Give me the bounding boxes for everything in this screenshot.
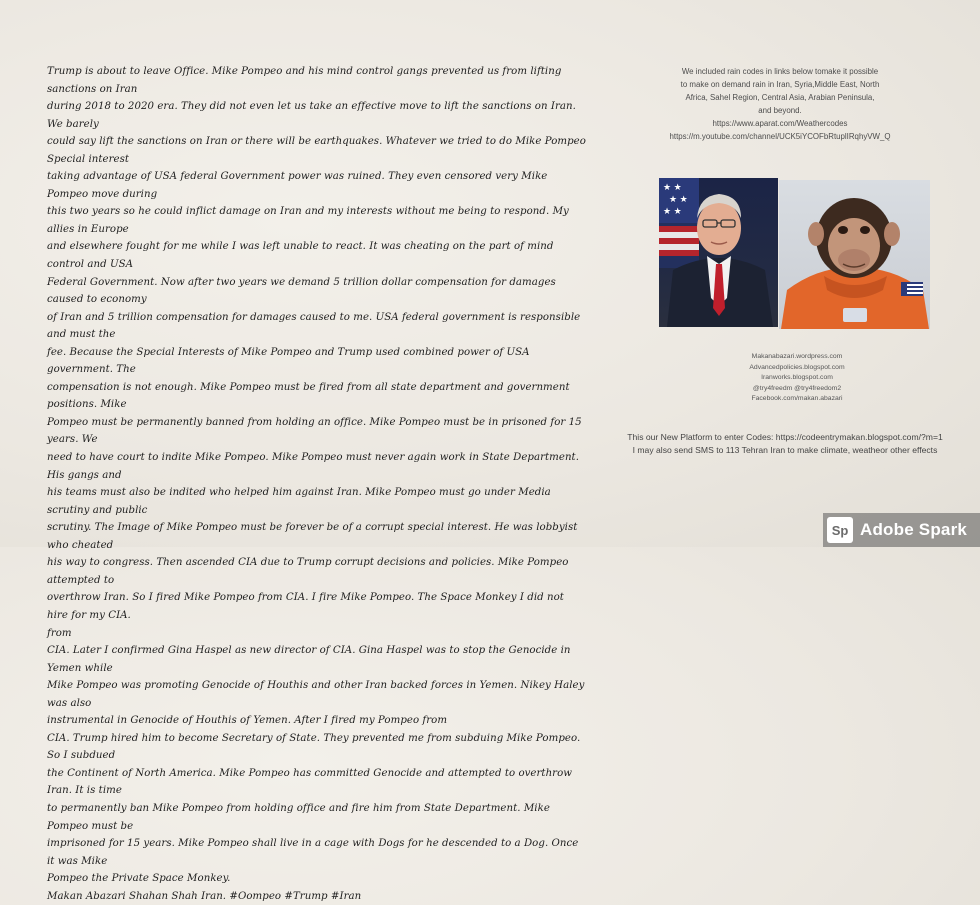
- text-line: Federal Government. Now after two years we demand 5 trillion dollar compensation for damages caused to economy: [47, 276, 556, 306]
- text-line: his teams must also be indited who helped him against Iran. Mike Pompeo must go under Media scrutiny and public: [47, 487, 551, 516]
- info-line: We included rain codes in links below tomake it possible: [681, 67, 879, 76]
- text-line: instrumental in Genocide of Houthis of Yemen. After I fired my Pompeo from: [47, 715, 448, 727]
- text-line: Mike Pompeo was promoting Genocide of Houthis and other Iran backed forces in Yemen. Nikey Haley was also: [47, 680, 585, 709]
- adobe-spark-badge[interactable]: [823, 513, 980, 547]
- chimp-illustration: [779, 180, 930, 329]
- contact-links: [700, 352, 894, 405]
- text-line: CIA. Trump hired him to become Secretary of State. They prevented me from subduing Mike Pompeo. So I subdued: [47, 732, 581, 762]
- info-line: to make on demand rain in Iran, Syria,Middle East, North: [680, 79, 880, 89]
- text-line: this two years so he could inflict damage on Iran and my interests without me being to respond. My allies in Europe: [47, 206, 569, 235]
- adobe-spark-label: Adobe Spark: [860, 520, 968, 539]
- text-line: his way to congress. Then ascended CIA due to Trump corrupt decisions and policies. Mike Pompeo attempted to: [47, 557, 569, 586]
- aparat-link[interactable]: https://www.aparat.com/Weathercodes: [712, 118, 848, 128]
- portrait-photo: [659, 178, 778, 327]
- text-line: overthrow Iran. So I fired Mike Pompeo from CIA. I fire Mike Pompeo. The Space Monkey I did not hire for my CIA.: [47, 592, 564, 621]
- text-line: imprisoned for 15 years. Mike Pompeo shall live in a cage with Dogs for he descended to a Dog. Once it was Mike: [47, 838, 579, 867]
- facebook-link[interactable]: Facebook.com/makan.abazari: [751, 395, 843, 403]
- text-line: compensation is not enough. Mike Pompeo must be fired from all state department and government positions. Mike: [47, 381, 570, 411]
- portrait-illustration: [659, 178, 778, 327]
- platform-link-line[interactable]: This our New Platform to enter Codes: https://codeentrymakan.blogspot.com/?m=1: [627, 432, 943, 442]
- text-line: from: [47, 627, 72, 639]
- text-line: taking advantage of USA federal Government power was ruined. They even censored very Mike Pompeo move during: [47, 171, 548, 200]
- info-line: and beyond.: [758, 105, 802, 115]
- info-line: Africa, Sahel Region, Central Asia, Arabian Peninsula,: [685, 92, 875, 102]
- advancedpolicies-link[interactable]: Advancedpolicies.blogspot.com: [749, 363, 845, 371]
- twitter-handles[interactable]: @try4freedm @try4freedom2: [752, 384, 842, 392]
- text-line: Trump is about to leave Office. Mike Pompeo and his mind control gangs prevented us from lifting sanctions on Iran: [47, 66, 562, 95]
- main-text: [47, 63, 587, 905]
- svg-text:★ ★: ★ ★: [663, 206, 682, 216]
- rain-codes-info: [660, 66, 900, 143]
- chimpanzee-astronaut-photo: [779, 180, 930, 329]
- text-line: need to have court to indite Mike Pompeo. Mike Pompeo must never again work in State Department. His gangs and: [47, 452, 579, 481]
- text-line: could say lift the sanctions on Iran or there will be earthquakes. Whatever we tried to do Mike Pompeo Special interest: [47, 136, 586, 165]
- iranworks-link[interactable]: Iranworks.blogspot.com: [761, 374, 833, 382]
- text-line: CIA. Later I confirmed Gina Haspel as new director of CIA. Gina Haspel was to stop the Genocide in Yemen while: [47, 645, 571, 674]
- text-line: Pompeo the Private Space Monkey.: [47, 873, 231, 885]
- text-line: the Continent of North America. Mike Pompeo has committed Genocide and attempted to overthrow Iran. It is time: [47, 767, 573, 797]
- text-line: fee. Because the Special Interests of Mike Pompeo and Trump used combined power of USA government. The: [47, 346, 530, 376]
- text-line: during 2018 to 2020 era. They did not even let us take an effective move to lift the sanctions on Iran. We barely: [47, 101, 576, 130]
- adobe-spark-logo-icon: Sp: [827, 517, 853, 543]
- svg-text:★ ★: ★ ★: [669, 194, 688, 204]
- svg-text:★ ★: ★ ★: [663, 182, 682, 192]
- text-line: Pompeo must be permanently banned from holding an office. Mike Pompeo must be in prisoned for 15 years. We: [47, 416, 582, 446]
- youtube-link[interactable]: https://m.youtube.com/channel/UCK5iYCOFbRtuplIRqhyVW_Q: [669, 131, 891, 141]
- text-line: to permanently ban Mike Pompeo from holding office and fire him from State Department. Mike Pompeo must be: [47, 802, 550, 832]
- wordpress-link[interactable]: Makanabazari.wordpress.com: [751, 353, 843, 360]
- text-line: of Iran and 5 trillion compensation for damages caused to me. USA federal government is responsible and must the: [47, 311, 581, 341]
- text-line: scrutiny. The Image of Mike Pompeo must be forever be of a corrupt special interest. He was lobbyist who cheated: [47, 522, 578, 551]
- platform-info: [610, 431, 960, 458]
- signature-line: Makan Abazari Shahan Shah Iran. #Oompeo #Trump #Iran: [47, 890, 362, 902]
- text-line: and elsewhere fought for me while I was left unable to react. It was cheating on the part of mind control and USA: [47, 241, 554, 271]
- sms-info-line: I may also send SMS to 113 Tehran Iran to make climate, weatheor other effects: [632, 445, 938, 456]
